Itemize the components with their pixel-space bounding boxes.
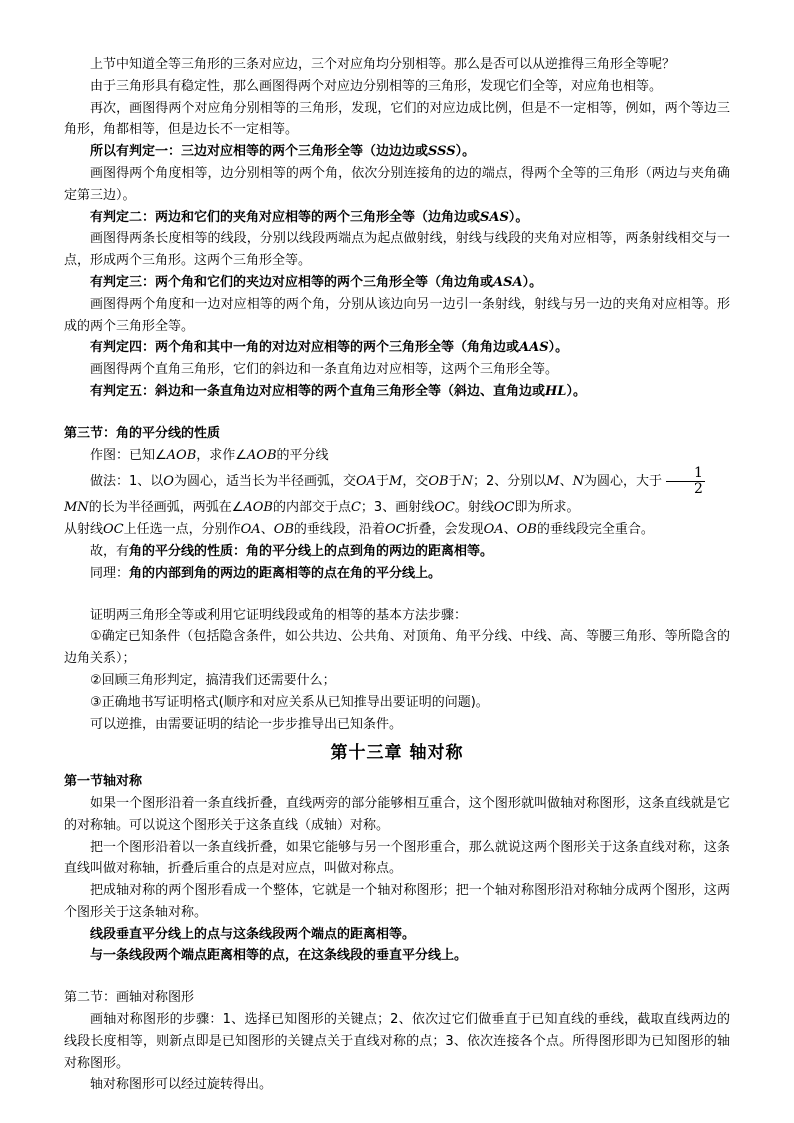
document-page <box>64 54 730 1096</box>
theorem-asa <box>64 272 730 294</box>
chapter-title: 第十三章 轴对称 <box>330 743 464 764</box>
section-title: 第二节：画轴对称图形 <box>64 990 195 1006</box>
theorem-text: ）。 <box>548 340 569 356</box>
observation: 从射线OC上任选一点，分别作OA、OB的垂线段，沿着OC折叠，会发现OA、OB的垂线段完全重合。 <box>64 522 654 538</box>
paragraph: 如果一个图形沿着一条直线折叠，直线两旁的部分能够相互重合，这个图形就叫做轴对称图形，这条直线就是它的对称轴。可以说这个图形关于这条直线（成轴）对称。 <box>64 795 730 833</box>
theorem-abbr: AAS <box>519 340 549 356</box>
theorem-text: ）。 <box>522 274 543 290</box>
section-title: 第三节：角的平分线的性质 <box>64 425 221 441</box>
paragraph: 上节中知道全等三角形的三条对应边，三个对应角均分别相等。那么是否可以从逆推得三角形全等呢？ <box>90 57 676 72</box>
paragraph: 画轴对称图形的步骤：1、选择已知图形的关键点；2、依次过它们做垂直于已知直线的垂线，截取直线两边的线段长度相等，则新点即是已知图形的关键点关于直线对称的点；3、依次连接各个点。所得图形即为已知图形的轴对称图形。 <box>64 1012 730 1071</box>
bold-statement: 与一条线段两个端点距离相等的点，在这条线段的垂直平分线上。 <box>90 948 468 964</box>
theorem-text: ）。 <box>455 144 476 160</box>
theorem-abbr: SSS <box>428 144 456 160</box>
paragraph: 画图得两个角度和一边对应相等的两个角，分别从该边向另一边引一条射线，射线与另一边的夹角对应相等。形成的两个三角形全等。 <box>64 296 730 334</box>
construction-method-cont: MN的长为半径画弧，两弧在∠AOB的内部交于点C；3、画射线OC。射线OC即为所求。 <box>64 500 580 516</box>
construction-method: 做法：1、以O为圆心，适当长为半径画弧，交OA于M，交OB于N；2、分别以M、N为圆心，大于 $\frac{1}{2}$ <box>90 465 703 498</box>
section-title: 第一节轴对称 <box>64 774 143 790</box>
theorem-text: 有判定三：两个角和它们的夹边对应相等的两个三角形全等（角边角或 <box>90 274 494 290</box>
paragraph: 把一个图形沿着以一条直线折叠，如果它能够与另一个图形重合，那么就说这两个图形关于这条直线对称，这条直线叫做对称轴，折叠后重合的点是对应点，叫做对称点。 <box>64 839 730 877</box>
theorem-text: 有判定五：斜边和一条直角边对应相等的两个直角三角形全等（斜边、直角边或 <box>90 383 546 399</box>
paragraph: 轴对称图形可以经过旋转得出。 <box>90 1077 273 1093</box>
bisector-property: 故，有角的平分线的性质：角的平分线上的点到角的两边的距离相等。 <box>90 543 494 559</box>
theorem-text: ）。 <box>508 209 529 225</box>
paragraph: 可以逆推，由需要证明的结论一步步推导出已知条件。 <box>90 716 403 732</box>
theorem-abbr: ASA <box>493 274 523 290</box>
theorem-text: 有判定四：两个角和其中一角的对边对应相等的两个三角形全等（角角边或 <box>90 340 520 356</box>
list-item: ③正确地书写证明格式(顺序和对应关系从已知推导出要证明的问题)。 <box>90 694 489 710</box>
paragraph: 再次，画图得两个对应角分别相等的三角形，发现，它们的对应边成比例，但是不一定相等，例如，两个等边三角形，角都相等，但是边长不一定相等。 <box>64 100 730 138</box>
paragraph: 画图得两个直角三角形，它们的斜边和一条直角边对应相等，这两个三角形全等。 <box>90 362 559 378</box>
fraction-one-half: $\frac{1}{2}$ <box>666 466 705 497</box>
theorem-sas <box>64 207 730 229</box>
list-item: ①确定已知条件（包括隐含条件，如公共边、公共角、对顶角、角平分线、中线、高、等腰三角形、等所隐含的边角关系）； <box>64 629 730 667</box>
bisector-converse: 同理：角的内部到角的两边的距离相等的点在角的平分线上。 <box>90 565 442 581</box>
paragraph: 由于三角形具有稳定性，那么画图得两个对应边分别相等的三角形，发现它们全等，对应角也相等。 <box>90 78 663 94</box>
construction-task: 作图：已知∠AOB，求作∠AOB的平分线 <box>90 447 329 463</box>
theorem-hl <box>64 381 730 403</box>
paragraph: 证明两三角形全等或利用它证明线段或角的相等的基本方法步骤： <box>90 607 468 623</box>
theorem-abbr: SAS <box>480 209 509 225</box>
paragraph: 画图得两个角度相等，边分别相等的两个角，依次分别连接角的边的端点，得两个全等的三角形（两边与夹角确定第三边）。 <box>64 165 730 203</box>
theorem-text: ）。 <box>566 383 586 399</box>
paragraph: 画图得两条长度相等的线段，分别以线段两端点为起点做射线，射线与线段的夹角对应相等，两条射线相交与一点，形成两个三角形。这两个三角形全等。 <box>64 231 730 269</box>
paragraph: 把成轴对称的两个图形看成一个整体，它就是一个轴对称图形；把一个轴对称图形沿对称轴分成两个图形，这两个图形关于这条轴对称。 <box>64 883 730 920</box>
bold-statement: 线段垂直平分线上的点与这条线段两个端点的距离相等。 <box>90 926 416 942</box>
theorem-text: 有判定二：两边和它们的夹角对应相等的两个三角形全等（边角边或 <box>90 209 481 225</box>
theorem-abbr: HL <box>545 383 567 399</box>
list-item: ②回顾三角形判定，搞清我们还需要什么； <box>90 672 336 688</box>
theorem-sss <box>64 141 730 163</box>
theorem-text: 所以有判定一：三边对应相等的两个三角形全等（边边边或 <box>90 144 429 160</box>
theorem-aas <box>64 337 730 359</box>
